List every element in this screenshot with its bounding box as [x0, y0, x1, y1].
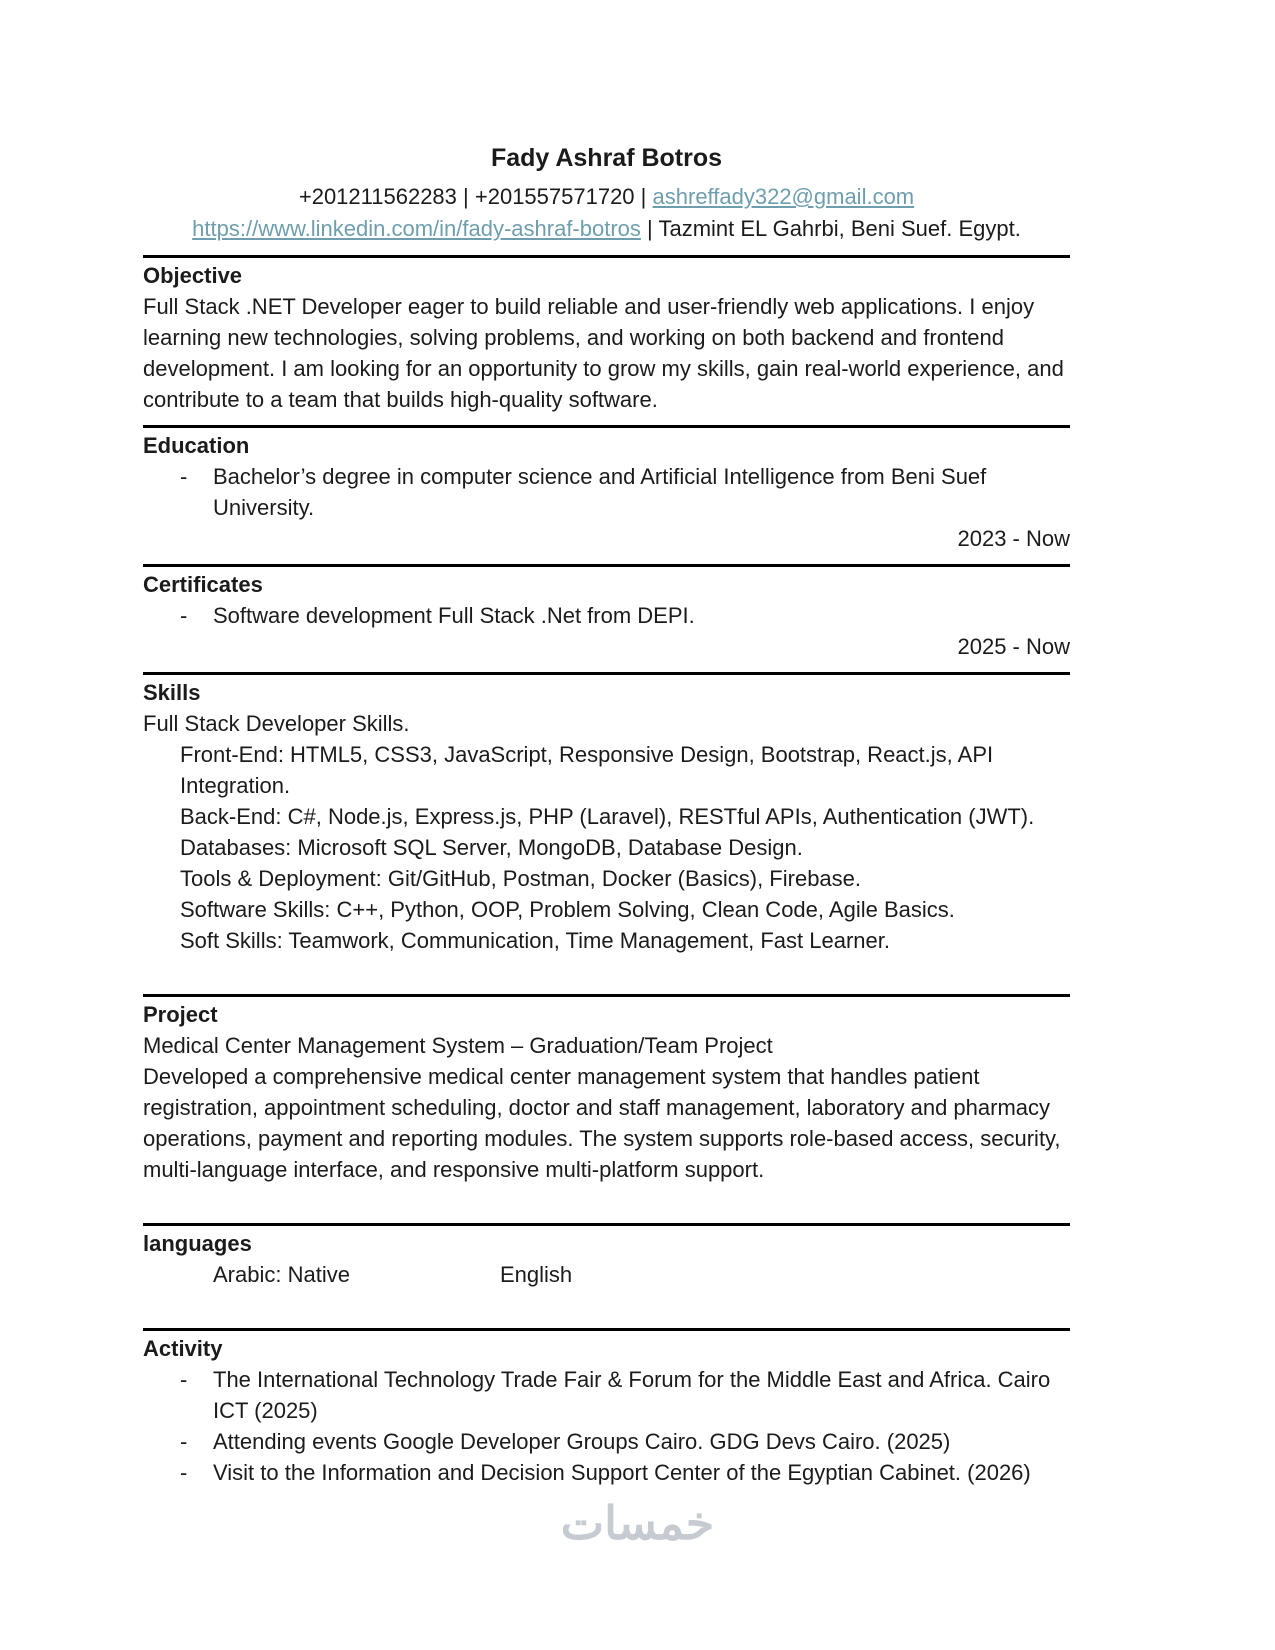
- section-activity: [143, 1333, 1070, 1488]
- section-project: [143, 999, 1070, 1185]
- skill-line-backend: Back-End: C#, Node.js, Express.js, PHP (Laravel), RESTful APIs, Authentication (JWT).: [180, 804, 1035, 829]
- objective-text: Full Stack .NET Developer eager to build reliable and user-friendly web applications. I enjoy learning new technologies, solving problems, and working on both backend and frontend development. I am looking for an opportunity to grow my skills, gain real-world experience, and contribute to a team that builds high-quality software.: [143, 294, 1064, 412]
- khamsat-watermark: خمسات: [560, 1497, 715, 1549]
- phone-number-1: +201211562283: [298, 184, 457, 209]
- separator-pipe: |: [647, 216, 653, 241]
- certificate-item: [143, 600, 1070, 631]
- activity-item: [143, 1364, 1070, 1426]
- languages-heading: languages: [143, 1231, 252, 1256]
- bullet-dash: -: [180, 1367, 188, 1392]
- section-rule: [143, 1223, 1070, 1226]
- section-languages: [143, 1228, 1070, 1290]
- skills-intro: Full Stack Developer Skills.: [143, 711, 410, 736]
- phone-number-2: +201557571720: [474, 184, 635, 209]
- project-description: Developed a comprehensive medical center management system that handles patient registration, appointment scheduling, doctor and staff management, laboratory and pharmacy operations, payment and reporting modules. The system supports role-based access, security, multi-language interface, and responsive multi-platform support.: [143, 1064, 1061, 1182]
- certificates-heading: Certificates: [143, 572, 263, 597]
- activity-heading: Activity: [143, 1336, 223, 1361]
- bullet-dash: -: [180, 464, 188, 489]
- education-date: 2023 - Now: [957, 526, 1070, 551]
- objective-heading: Objective: [143, 263, 243, 288]
- contact-line-2: [143, 213, 1070, 245]
- section-rule: [143, 1328, 1070, 1331]
- activity-item-text: The International Technology Trade Fair & Forum for the Middle East and Africa. Cairo ICT (2025): [213, 1367, 1051, 1423]
- skills-heading: Skills: [143, 680, 201, 705]
- activity-item-text: Visit to the Information and Decision Support Center of the Egyptian Cabinet. (2026): [213, 1460, 1031, 1485]
- project-title: Medical Center Management System – Graduation/Team Project: [143, 1033, 773, 1058]
- section-rule: [143, 672, 1070, 675]
- bullet-dash: -: [180, 603, 188, 628]
- language-english: English: [500, 1262, 573, 1287]
- activity-item: [143, 1426, 1070, 1457]
- bullet-dash: -: [180, 1429, 188, 1454]
- education-heading: Education: [143, 433, 250, 458]
- languages-row: [213, 1259, 1070, 1290]
- project-heading: Project: [143, 1002, 218, 1027]
- skill-line-software: Software Skills: C++, Python, OOP, Problem Solving, Clean Code, Agile Basics.: [180, 897, 955, 922]
- certificate-date: 2025 - Now: [957, 634, 1070, 659]
- separator-pipe: |: [463, 184, 469, 209]
- section-objective: [143, 260, 1070, 415]
- location-text: Tazmint EL Gahrbi, Beni Suef. Egypt.: [658, 216, 1021, 241]
- skill-line-databases: Databases: Microsoft SQL Server, MongoDB, Database Design.: [180, 835, 803, 860]
- linkedin-link[interactable]: https://www.linkedin.com/in/fady-ashraf-botros: [192, 216, 641, 241]
- activity-item-text: Attending events Google Developer Groups Cairo. GDG Devs Cairo. (2025): [213, 1429, 951, 1454]
- education-item: [143, 461, 1070, 523]
- section-certificates: [143, 569, 1070, 662]
- resume-name: Fady Ashraf Botros: [490, 144, 723, 172]
- certificate-item-text: Software development Full Stack .Net from DEPI.: [213, 603, 695, 628]
- language-arabic: Arabic: Native: [213, 1262, 350, 1287]
- skill-line-frontend: Front-End: HTML5, CSS3, JavaScript, Responsive Design, Bootstrap, React.js, API Integration.: [180, 742, 994, 798]
- bullet-dash: -: [180, 1460, 188, 1485]
- education-item-text: Bachelor’s degree in computer science and Artificial Intelligence from Beni Suef University.: [213, 464, 987, 520]
- section-education: [143, 430, 1070, 554]
- section-rule: [143, 255, 1070, 258]
- skill-line-tools: Tools & Deployment: Git/GitHub, Postman, Docker (Basics), Firebase.: [180, 866, 862, 891]
- email-link[interactable]: ashreffady322@gmail.com: [652, 184, 915, 209]
- section-rule: [143, 994, 1070, 997]
- section-skills: [143, 677, 1070, 956]
- separator-pipe: |: [640, 184, 647, 209]
- skill-line-soft: Soft Skills: Teamwork, Communication, Time Management, Fast Learner.: [180, 928, 890, 953]
- section-rule: [143, 425, 1070, 428]
- section-rule: [143, 564, 1070, 567]
- activity-item: [143, 1457, 1070, 1488]
- contact-line-1: [143, 181, 1070, 213]
